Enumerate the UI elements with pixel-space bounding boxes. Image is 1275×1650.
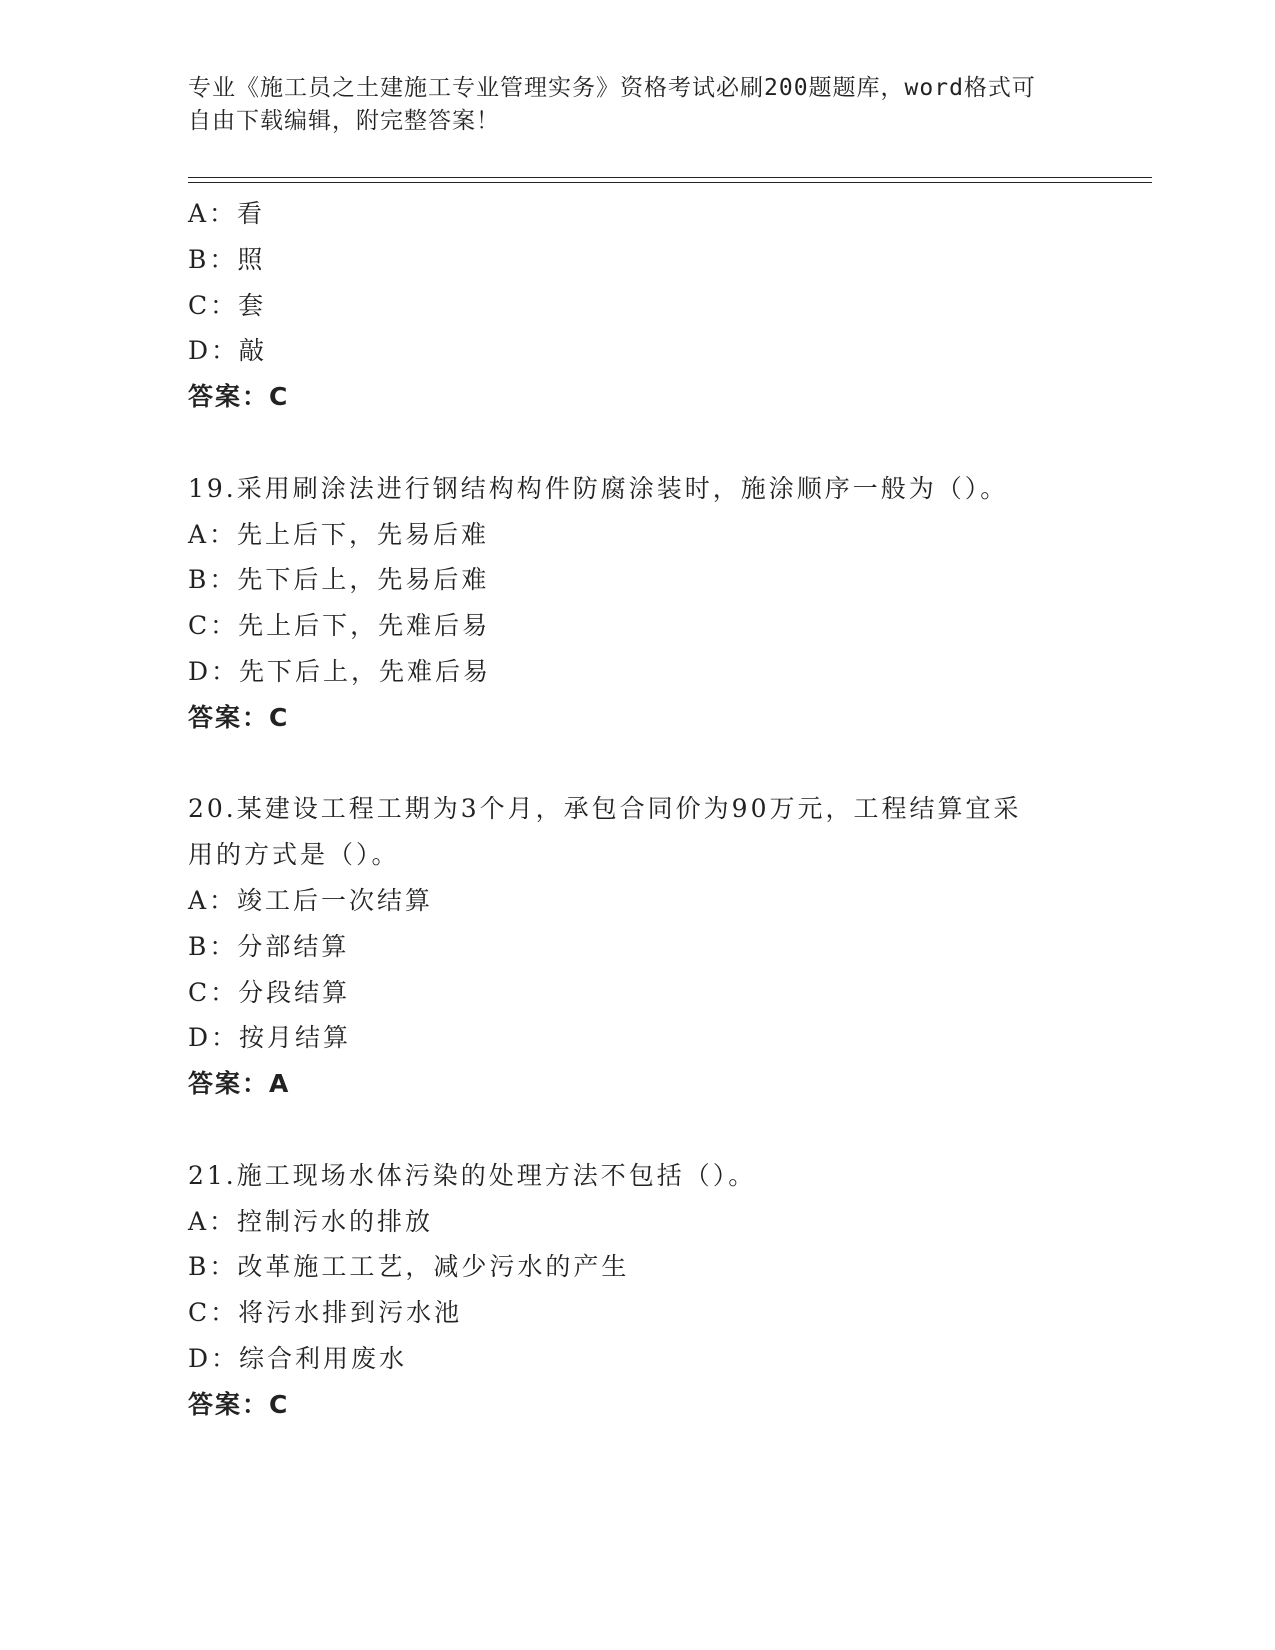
option-c: C：套 [188,290,267,320]
option-b: B：分部结算 [188,931,350,961]
option-b: B：改革施工工艺，减少污水的产生 [188,1252,630,1282]
question-stem-line-2: 用的方式是（）。 [188,840,400,870]
option-d: D：按月结算 [188,1023,352,1053]
option-c: C：将污水排到污水池 [188,1298,463,1328]
option-c: C：分段结算 [188,977,351,1007]
spacer [188,420,1088,466]
question-list [188,191,1088,1428]
option-d: D：综合利用废水 [188,1343,408,1373]
option-d: D：先下后上，先难后易 [188,656,492,686]
question-block-20 [188,786,1088,1107]
option-b: B：先下后上，先易后难 [188,565,490,595]
document-header [188,72,1088,138]
question-block-18 [188,191,1088,420]
answer-line: 答案：C [188,702,290,732]
answer-line: 答案：C [188,1389,290,1419]
spacer [188,1107,1088,1153]
header-divider-top [188,177,1152,178]
question-stem: 19.采用刷涂法进行钢结构构件防腐涂装时，施涂顺序一般为（）。 [188,473,1009,503]
question-stem-line-1: 20.某建设工程工期为3个月，承包合同价为90万元，工程结算宜采 [188,794,1022,824]
option-a: A：竣工后一次结算 [188,885,434,915]
option-a: A：先上后下，先易后难 [188,519,490,549]
answer-line: 答案：C [188,382,290,412]
question-stem: 21.施工现场水体污染的处理方法不包括（）。 [188,1160,757,1190]
option-b: B：照 [188,244,266,274]
header-divider-bottom [188,182,1152,183]
answer-line: 答案：A [188,1069,291,1099]
header-title-line-1: 专业《施工员之土建施工专业管理实务》资格考试必刷200题题库，word格式可 [188,75,1036,101]
spacer [188,741,1088,787]
option-c: C：先上后下，先难后易 [188,611,491,641]
question-block-19 [188,466,1088,741]
question-block-21 [188,1153,1088,1428]
option-a: A：看 [188,199,266,228]
option-d: D：敲 [188,336,268,366]
option-a: A：控制污水的排放 [188,1206,434,1236]
header-title-line-2: 自由下载编辑，附完整答案！ [188,108,500,134]
